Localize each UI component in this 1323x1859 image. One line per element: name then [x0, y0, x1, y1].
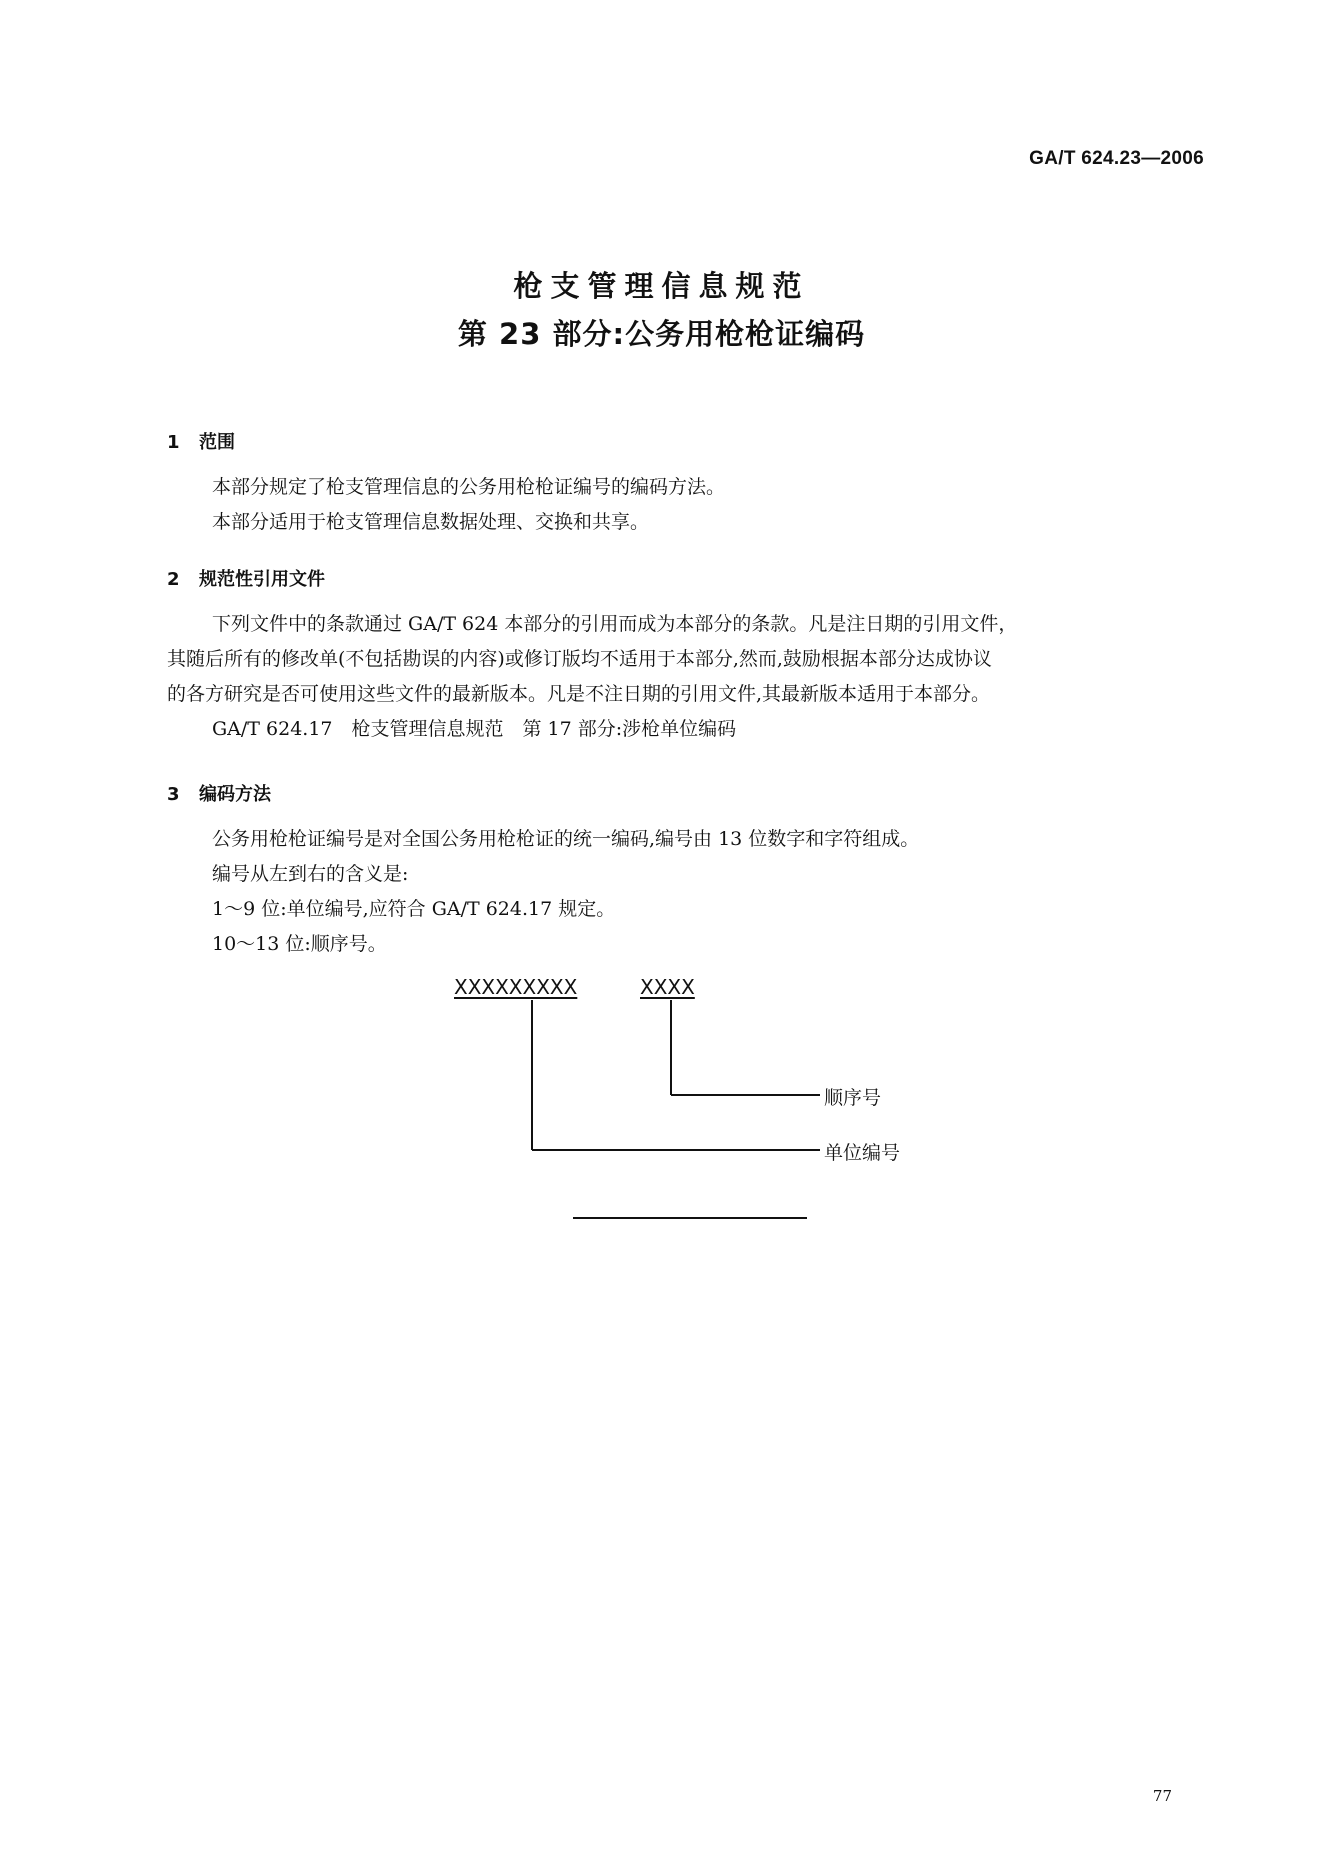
- section-number: 3: [167, 784, 180, 805]
- section-3-heading: [167, 780, 271, 806]
- title-line-2: 第 23 部分:公务用枪枪证编码: [457, 317, 866, 351]
- section-number: 2: [167, 569, 180, 590]
- unit-code-label: 单位编号: [824, 1142, 901, 1164]
- section-2-heading: [167, 565, 325, 591]
- paragraph: 本部分适用于枪支管理信息数据处理、交换和共享。: [212, 511, 650, 533]
- section-1-heading: [167, 428, 235, 454]
- section-1-body: [167, 470, 1207, 540]
- paragraph: 10～13 位:顺序号。: [212, 933, 387, 955]
- document-title: [0, 262, 1323, 358]
- section-title: 范围: [199, 432, 235, 453]
- section-3-body: [167, 822, 1207, 962]
- paragraph-line: 下列文件中的条款通过 GA/T 624 本部分的引用而成为本部分的条款。凡是注日期的引用文件，: [212, 613, 1018, 635]
- section-title: 编码方法: [199, 784, 271, 805]
- paragraph-line: 其随后所有的修改单(不包括勘误的内容)或修订版均不适用于本部分,然而,鼓励根据本部分达成协议: [167, 648, 992, 670]
- sequence-code-pattern: XXXX: [640, 975, 695, 999]
- paragraph: 本部分规定了枪支管理信息的公务用枪枪证编号的编码方法。: [212, 476, 726, 498]
- paragraph-line: 的各方研究是否可使用这些文件的最新版本。凡是不注日期的引用文件,其最新版本适用于本部分。: [167, 683, 991, 705]
- standard-code: GA/T 624.23—2006: [1029, 148, 1204, 169]
- section-title: 规范性引用文件: [199, 569, 325, 590]
- section-2-body: [167, 607, 1207, 747]
- section-number: 1: [167, 432, 180, 453]
- normative-reference: GA/T 624.17 枪支管理信息规范 第 17 部分:涉枪单位编码: [212, 718, 737, 740]
- sequence-label: 顺序号: [824, 1087, 882, 1109]
- title-line-1: 枪支管理信息规范: [513, 269, 810, 303]
- paragraph: 编号从左到右的含义是:: [212, 863, 409, 885]
- unit-code-pattern: XXXXXXXXX: [454, 975, 578, 999]
- page-number: 77: [1152, 1787, 1172, 1805]
- paragraph: 1～9 位:单位编号,应符合 GA/T 624.17 规定。: [212, 898, 616, 920]
- paragraph: 公务用枪枪证编号是对全国公务用枪枪证的统一编码,编号由 13 位数字和字符组成。: [212, 828, 920, 850]
